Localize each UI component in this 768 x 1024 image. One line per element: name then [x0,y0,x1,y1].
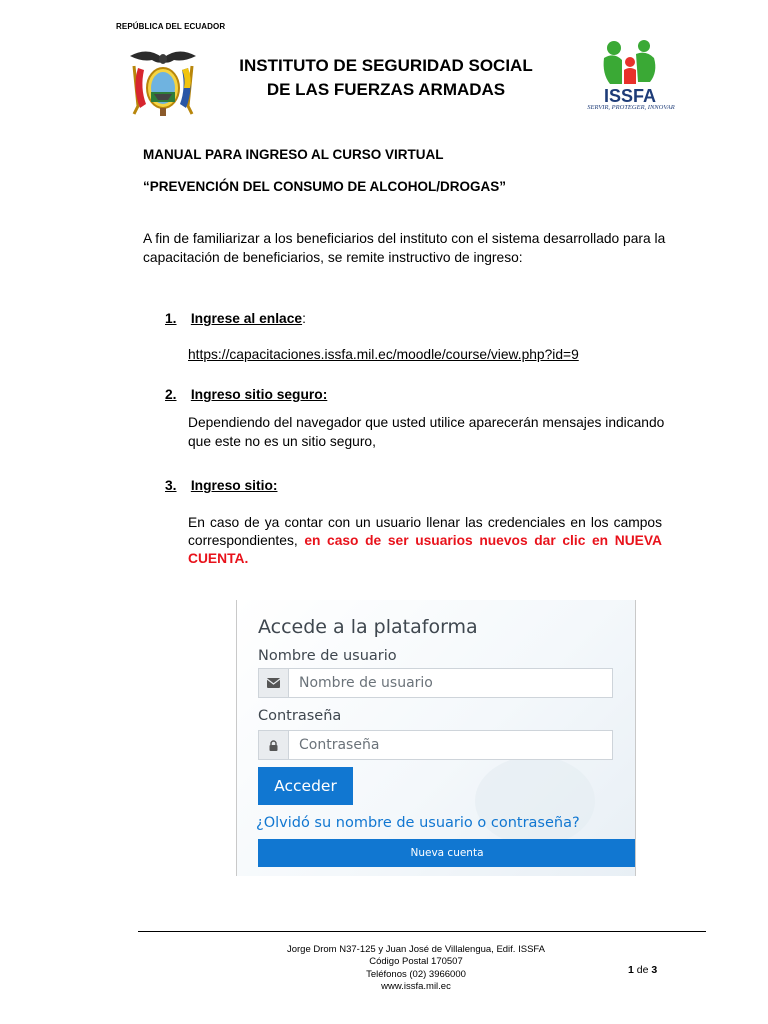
page-of: de [636,964,649,976]
footer-address-block [240,944,592,993]
step-2-text: Dependiendo del navegador que usted utilice aparecerán mensajes indicando que este no es un sitio seguro, [188,415,665,449]
step-title: Ingreso sitio: [190,478,278,493]
step-title: Ingrese al enlace [190,311,303,326]
step-title-suffix: : [302,311,306,326]
login-panel-screenshot [236,600,636,876]
password-input[interactable] [289,731,607,759]
course-link[interactable]: https://capacitaciones.issfa.mil.ec/moodle/course/view.php?id=9 [188,347,579,362]
footer-phones: Teléfonos (02) 3966000 [366,968,466,980]
institute-title-line2: DE LAS FUERZAS ARMADAS [266,80,506,99]
page-current: 1 [628,964,634,976]
step-2-heading [165,387,327,402]
manual-title: MANUAL PARA INGRESO AL CURSO VIRTUAL [143,147,444,162]
footer-divider [138,931,706,932]
username-field-group [258,668,613,698]
envelope-icon [259,669,289,697]
step-3-text-highlight: en caso de ser usuarios nuevos dar clic en NUEVA CUENTA. [188,533,662,566]
background-decoration [475,756,595,846]
issfa-logo-icon [588,34,672,114]
page-total: 3 [651,964,658,976]
institute-title [214,54,558,102]
logo-text: ISSFA [603,86,657,106]
step-number: 2. [165,387,177,402]
lock-icon [259,731,289,759]
password-label: Contraseña [258,708,342,724]
logo-tagline: SERVIR, PROTEGER, INNOVAR [587,104,675,111]
country-header: REPÚBLICA DEL ECUADOR [116,22,226,31]
new-account-button[interactable]: Nueva cuenta [258,839,636,867]
forgot-credentials-link[interactable]: ¿Olvidó su nombre de usuario o contraseña? [256,815,580,831]
step-1-heading [165,311,306,326]
password-field-group [258,730,613,760]
intro-paragraph: A fin de familiarizar a los beneficiarios del instituto con el sistema desarrollado para la capacitación de beneficiarios, se remite instructivo de ingreso: [143,231,666,265]
step-3-text [188,514,662,568]
step-3-heading [165,478,277,493]
step-3-text-plain: En caso de ya contar con un usuario llenar las credenciales en los campos correspondientes, [188,515,662,548]
username-label: Nombre de usuario [258,648,397,664]
footer-website: www.issfa.mil.ec [381,980,451,992]
footer-address: Jorge Drom N37-125 y Juan José de Villalengua, Edif. ISSFA [286,944,546,955]
ecuador-coat-of-arms-icon [128,44,198,120]
login-title: Accede a la plataforma [258,616,478,638]
step-number: 3. [165,478,177,493]
step-title: Ingreso sitio seguro: [190,387,328,402]
username-input[interactable] [289,669,607,697]
institute-title-line1: INSTITUTO DE SEGURIDAD SOCIAL [239,56,533,75]
course-title: “PREVENCIÓN DEL CONSUMO DE ALCOHOL/DROGAS” [143,179,507,194]
step-number: 1. [165,311,177,326]
page-number [628,964,657,976]
footer-postal: Código Postal 170507 [369,956,463,968]
login-button[interactable]: Acceder [258,767,353,805]
